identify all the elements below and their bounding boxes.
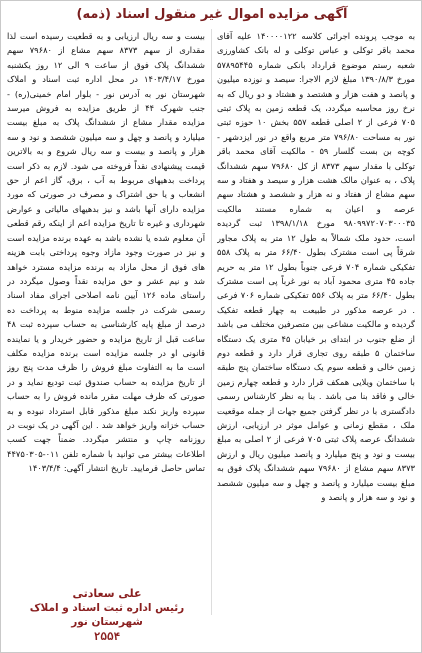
notice-code: ۲۵۵۴: [93, 630, 121, 643]
notice-column-right: به موجب پرونده اجرائی کلاسه ۱۴۰۰۰۰۱۲۲ علیه آقای محمد باقر توکلی و عباس توکلی و له بانک کشاورزی شعبه رستم موضوع قرارداد بانکی شماره ۵۷۸۹۵۴۴۵ مورخ ۱۳۹۰/۸/۳ مبلغ لازم الاجرا: سیصد و نوزده میلیون و پانصد و هفت هزار و هشتصد و هشتاد و دو ریال که به نرخ روز محاسبه میگردد، یک قطعه زمین به پلاک ثبتی ۷۰۵ فرعی از ۲ اصلی قطعه ۵۵۷ بخش ۱۰ حوزه ثبتی نور به مساحت ۷۹۶/۸۰ متر مربع واقع در نور ایزدشهر - کوچه بن بست گلسار ۵۹ - مالکیت آقای محمد باقر توکلی با مقدار سهم ۸۳۷۳ از کل ۷۹۶۸۰ سهم ششدانگ پلاک ، به عنوان مالک هشت هزار و سیصد و هفتاد و سه سهم مشاع از هفتاد و نه هزار و ششصد و هشتاد سهم عرصه و اعیان به شماره مستند مالکیت ۹۸۰۹۹۷۲۰۷۰۳۰۰۰۳۵ مورخ ۱۳۹۸/۱/۱۸ ثبت گردیده است، حدود ملک شمالاً به طول ۱۲ متر به پلاک مجاور شرقاً پی است مشترک بطول ۶۶/۴۰ متر به پلاک ۵۵۸ تفکیکی شماره ۷۰۴ فرعی جنوباً بطول ۱۲ متر به حریم جاده ۴۵ متری محمود آباد به نور غرباً پی است مشترک بطول ۶۶/۴۰ متر به پلاک ۵۵۶ تفکیکی شماره ۷۰۶ فرعی . در عرصه مذکور در طبیعت به چهار قطعه تفکیک گردیده و مالکیت مشاعی بین متصرفین مختلف می باشد از ضلع جنوب در ابتدای بر خیابان ۴۵ متری یک دستگاه ساختمان ۵ طبقه روی تجاری قرار دارد و قطعه دوم زمین خالی و قطعه سوم یک دستگاه ساختمان پنج طبقه با ساختمان ویلایی همکف قرار دارد و قطعه چهارم زمین خالی و فاقد بنا می باشد . بنا به نظر کارشناس رسمی دادگستری با در نظر گرفتن جمیع جهات از جمله موقعیت ملک ، مقطع زمانی و عوامل موثر در ارزیابی، ارزش ششدانگ عرصه پلاک ثبتی ۷۰۵ فرعی از ۲ اصلی به مبلغ بیست و نود و پنج میلیارد و پانصد میلیون ریال و ارزش ۸۳۷۳ سهم مشاع از ۷۹۶۸۰ سهم ششدانگ پلاک فوق به مبلغ بیست میلیارد و پانصد و چهل و سه میلیون ششصد و نود و سه هزار و پانصد و: [217, 31, 415, 502]
signatory-title: رئیس اداره ثبت اسناد و املاک شهرستان نور: [29, 602, 185, 628]
signature-block: [9, 586, 205, 644]
notice-title: آگهی مزایده اموال غیر منقول اسناد (ذمه): [76, 7, 348, 22]
signatory-name: علی سعادتی: [72, 587, 142, 600]
notice-column-left: بیست و سه ریال ارزیابی و به قطعیت رسیده است لذا مقداری از سهم ۸۳۷۳ سهم مشاع از ۷۹۶۸۰ سهم ششدانگ پلاک فوق از ساعت ۹ الی ۱۲ روز یکشنبه مورخ ۱۴۰۳/۴/۱۷ در محل اداره ثبت اسناد و املاک شهرستان نور به آدرس نور - بلوار امام خمینی(ره) - جنب شهرک ۴۴ از طریق مزایده به فروش میرسد مزایده مقدار مشاع از ششدانگ پلاک به مبلغ بیست میلیارد و پانصد و چهل و سه میلیون ششصد و نود و سه هزار و پانصد و بیست و سه ریال شروع و به بالاترین قیمت پیشنهادی نقداً فروخته می شود. لازم به ذکر است پرداخت بدهیهای مربوط به آب ، برق، گاز اعم از حق انشعاب و یا حق اشتراک و مصرف در صورتی که مورد مزایده دارای آنها باشد و نیز بدهیهای مالیاتی و عوارض شهرداری و غیره تا تاریخ مزایده اعم از اینکه رقم قطعی آن معلوم شده یا نشده باشد به عهده برنده مزایده است و نیز در صورت وجود مازاد وجوه پرداختی بابت هزینه های فوق از محل مازاد به برنده مزایده مسترد خواهد شد و نیم عشر و حق مزایده نقداً وصول میگردد در راستای ماده ۱۲۶ آیین نامه اصلاحی اجرای مفاد اسناد رسمی شرکت در جلسه مزایده منوط به پرداخت ده درصد از مبلغ پایه کارشناسی به حساب سپرده ثبت ۴۸ ساعت قبل از تاریخ مزایده و حضور خریدار و یا نماینده قانونی او در جلسه مزایده است برنده مزایده مکلف است ما به التفاوت مبلغ فروش را ظرف مدت پنج روز از تاریخ مزایده به حساب صندوق ثبت تودیع نماید و در صورتی که ظرف مهلت مقرر مانده فروش را به حساب سپرده واریز نکند مبلغ مذکور قابل استرداد نبوده و به حساب خزانه واریز خواهد شد . این آگهی در یک نوبت در روزنامه چاپ و منتشر میگردد. ضمناً جهت کسب اطلاعات بیشتر می توانید با شماره تلفن ۰۱۱-۴۴۷۵۰۳۰۵ تماس حاصل فرمایید. تاریخ انتشار آگهی: ۱۴۰۳/۴/۴: [7, 31, 205, 474]
notice-body: [7, 29, 415, 615]
column-divider: [211, 29, 212, 615]
